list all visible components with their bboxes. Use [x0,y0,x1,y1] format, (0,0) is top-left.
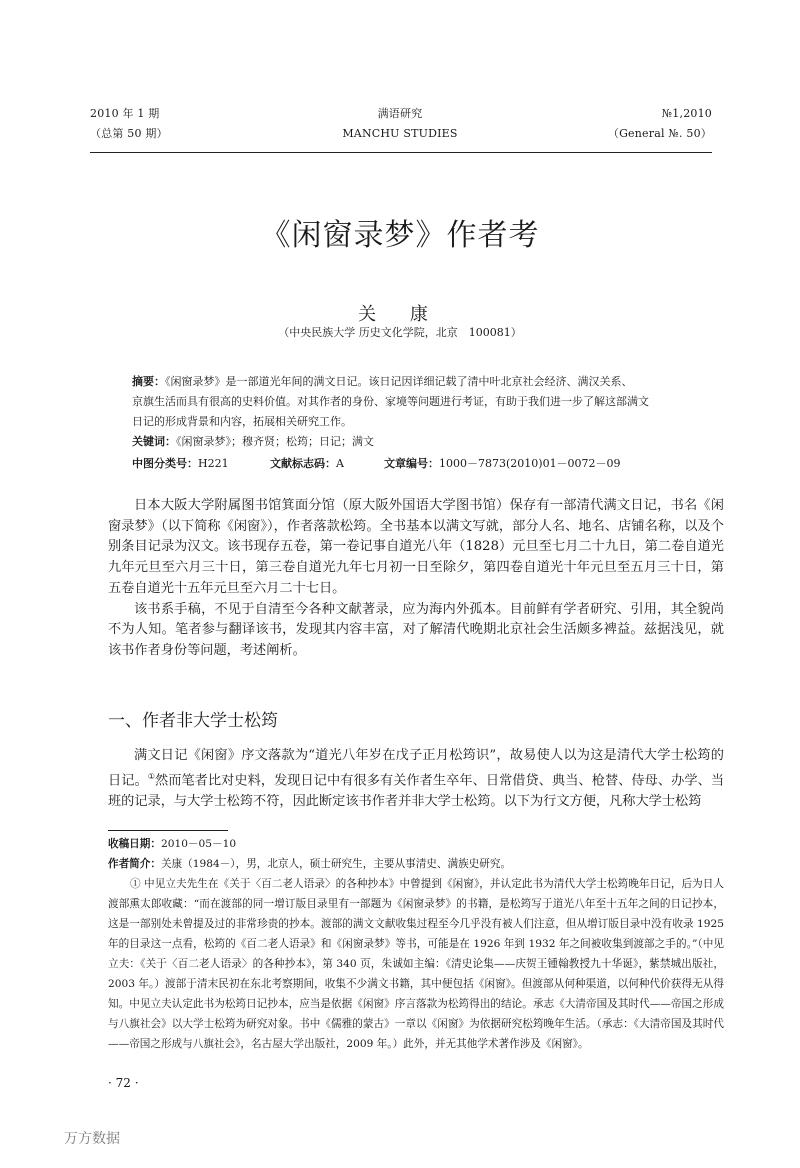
bio-label: 作者简介： [108,858,161,870]
author-name: 关 康 [358,304,442,325]
section-body [108,746,724,813]
footnotes [108,834,724,1054]
abstract-text-3: 日记的形成背景和内容，拓展相关研究工作。 [132,415,352,428]
journal-name [300,104,500,144]
author-bio [108,854,724,874]
intro-paragraph-2: 该书系手稿，不见于自清至今各种文献著录，应为海内外孤本。目前鲜有学者研究、引用，其全貌尚不为人知。笔者参与翻译该书，发现其内容丰富，对了解清代晚期北京社会生活颇多裨益。兹据浅见，就该书作者身份等问题，考述阐析。 [108,601,724,658]
article-title: 《闲窗录梦》作者考 [260,218,540,253]
bio-value: 关康（1984－），男，北京人，硕士研究生，主要从事清史、满族史研究。 [160,858,512,870]
received-value: 2010－05－10 [160,838,237,850]
issue-line: 2010 年 1 期 [90,107,160,120]
header-rule [90,152,712,153]
section-paragraph [108,746,724,813]
clc-code [132,455,229,471]
clc-value: H221 [198,457,229,470]
keywords-line [132,432,687,452]
abstract-text-2: 京旗生活而具有很高的史料价值。对其作者的身份、家境等问题进行考证，有助于我们进一步了解这部满文 [132,395,649,408]
author-affiliation: （中央民族大学 历史文化学院，北京 100081） [278,326,522,339]
abstract [132,372,687,432]
keywords-text: 《闲窗录梦》；穆齐贤；松筠；日记；满文 [176,435,374,448]
abstract-text-1: 《闲窗录梦》是一部道光年间的满文日记。该日记因详细记载了清中叶北京社会经济、满汉关系、 [165,375,633,388]
journal-name-en: MANCHU STUDIES [342,127,458,140]
footnote-rule [108,830,228,831]
keywords-label: 关键词： [132,435,176,448]
page-number: · 72 · [108,1076,139,1090]
journal-issue [90,104,168,144]
doc-code [270,455,344,471]
abstract-label: 摘要： [132,375,165,388]
abstract-line-1 [132,372,687,392]
intro-body [108,496,724,662]
journal-name-cn: 满语研究 [377,107,423,120]
received-date [108,834,724,854]
article-number-value: 1000－7873(2010)01－0072－09 [439,457,621,470]
watermark: 万方数据 [64,1131,120,1147]
received-label: 收稿日期： [108,838,161,850]
number-line: №1,2010 [661,107,712,120]
doc-value: A [336,457,344,470]
footnote-ref: ① [147,771,155,781]
section-heading: 一、作者非大学士松筠 [108,711,278,731]
journal-number [608,104,712,144]
article-number [384,455,621,471]
general-number-line: （General №. 50） [607,127,712,140]
intro-paragraph-1: 日本大阪大学附属图书馆箕面分馆（原大阪外国语大学图书馆）保存有一部清代满文日记，书名《闲窗录梦》（以下简称《闲窗》），作者落款松筠。全书基本以满文写就，部分人名、地名、店铺名称，以及个别条目记录为汉文。该书现存五卷，第一卷记事自道光八年（1828）元旦至七月二十九日，第二卷自道光九年元旦至六月三十日，第三卷自道光九年七月初一日至除夕，第四卷自道光十年元旦至五月三十日，第五卷自道光十五年元旦至六月二十七日。 [108,498,724,596]
footnote-1: ① 中见立夫先生在《关于〈百二老人语录〉的各种抄本》中曾提到《闲窗》，并认定此书为清代大学士松筠晚年日记，后为日人渡部熏太郎收藏：“而在渡部的同一增订版目录里有一部题为《闲窗录梦》的书籍，是松筠写于道光八年至十五年之间的日记抄本，这是一部别处未曾提及过的非常珍贵的抄本。渡部的满文文献收集过程至今几乎没有被人们注意，但从增订版目录中没有收录 1925 年的目录这一点看，松筠的《百二老人语录》和《闲窗录梦》等书，可能是在 1926 年到 1932 年之间被收集到渡部之手的。”（中见立夫：《关于〈百二老人语录〉的各种抄本》，第 340 页，朱诚如主编：《清史论集——庆贺王锺翰教授九十华诞》，紫禁城出版社，2003 年。）渡部于清末民初在东北考察期间，收集不少满文书籍，其中便包括《闲窗》。但渡部从何种渠道，以何种代价获得无从得知。中见立夫认定此书为松筠日记抄本，应当是依据《闲窗》序言落款为松筠得出的结论。承志《大清帝国及其时代——帝国之形成与八旗社会》以大学士松筠为研究对象。书中《儒雅的蒙古》一章以《闲窗》为依据研究松筠晚年生活。（承志：《大清帝国及其时代——帝国之形成与八旗社会》，名古屋大学出版社，2009 年。）此外，并无其他学术著作涉及《闲窗》。 [108,878,724,1050]
article-number-label: 文章编号： [384,457,439,470]
doc-label: 文献标志码： [270,457,336,470]
total-issue-line: （总第 50 期） [90,127,168,140]
keywords [132,432,687,452]
section-text-b: 然而笔者比对史料，发现日记中有很多有关作者生卒年、日常借贷、典当、枪替、侍母、办学、当班的记录，与大学士松筠不符，因此断定该书作者并非大学士松筠。以下为行文方便，凡称大学士松筠 [108,773,725,809]
section-text-a: 满文日记《闲窗》序文落款为“道光八年岁在戊子正月松筠识”，故易使人以为这是清代大学士松筠的日记。 [108,748,724,789]
clc-label: 中图分类号： [132,457,198,470]
